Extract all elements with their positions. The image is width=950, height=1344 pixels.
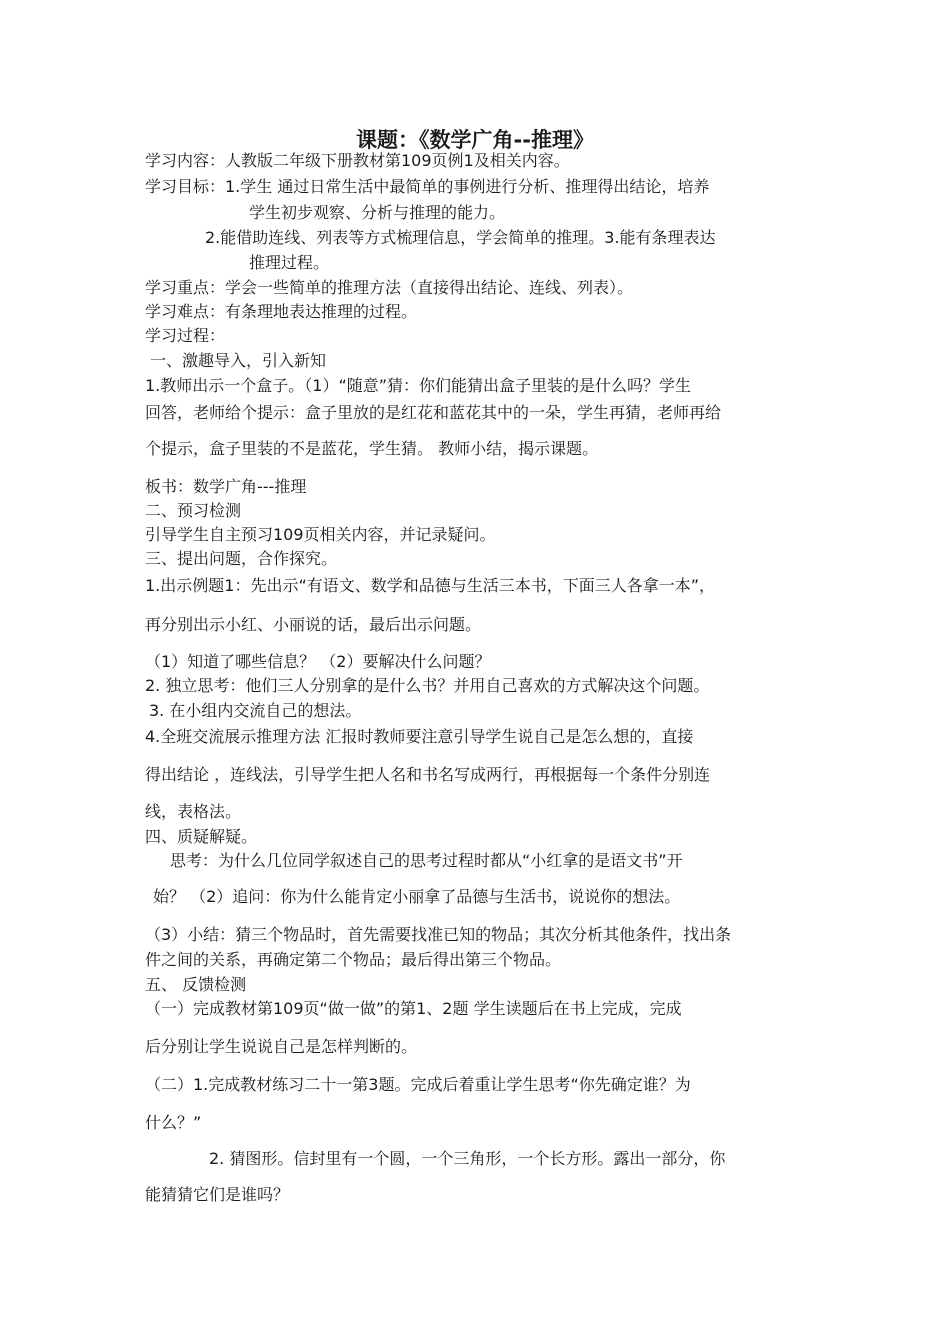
text-line: 线，表格法。 (145, 802, 242, 821)
text-line: 1.出示例题1：先出示“有语文、数学和品德与生活三本书，下面三人各拿一本”， (145, 576, 716, 595)
text-line: 始？ （2）追问：你为什么能肯定小丽拿了品德与生活书，说说你的想法。 (153, 887, 681, 906)
text-line: 推理过程。 (249, 253, 330, 272)
text-line: 3. 在小组内交流自己的想法。 (149, 701, 362, 720)
section-heading: 五、 反馈检测 (145, 975, 247, 994)
text-line: 什么？” (145, 1113, 202, 1132)
text-line: 得出结论 ，连线法，引导学生把人名和书名写成两行，再根据每一个条件分别连 (145, 765, 711, 784)
text-line: 学习难点：有条理地表达推理的过程。 (145, 302, 418, 321)
text-line: 学习目标：1.学生 通过日常生活中最简单的事例进行分析、推理得出结论，培养 (145, 177, 710, 196)
text-line: 1.教师出示一个盒子。（1）“随意”猜：你们能猜出盒子里装的是什么吗？学生 (145, 376, 692, 395)
text-line: （3）小结：猜三个物品时，首先需要找准已知的物品；其次分析其他条件，找出条 (145, 925, 732, 944)
text-line: （一）完成教材第109页“做一做”的第1、2题 学生读题后在书上完成，完成 (145, 999, 682, 1018)
text-line: 学习内容：人教版二年级下册教材第109页例1及相关内容。 (145, 151, 570, 170)
text-line: 思考：为什么几位同学叙述自己的思考过程时都从“小红拿的是语文书”开 (170, 851, 683, 870)
text-line: （1）知道了哪些信息？ （2）要解决什么问题？ (145, 652, 491, 671)
text-line: 个提示，盒子里装的不是蓝花，学生猜。 教师小结，揭示课题。 (145, 439, 599, 458)
text-line: 2. 独立思考：他们三人分别拿的是什么书？并用自己喜欢的方式解决这个问题。 (145, 676, 710, 695)
section-heading: 三、提出问题，合作探究。 (145, 549, 338, 568)
text-line: （二）1.完成教材练习二十一第3题。完成后着重让学生思考“你先确定谁？为 (145, 1075, 691, 1094)
document-title: 课题：《数学广角--推理》 (356, 128, 594, 152)
text-line: 件之间的关系，再确定第二个物品；最后得出第三个物品。 (145, 950, 562, 969)
text-line: 4.全班交流展示推理方法 汇报时教师要注意引导学生说自己是怎么想的，直接 (145, 727, 694, 746)
text-line: 能猜猜它们是谁吗？ (145, 1185, 290, 1204)
text-line: 再分别出示小红、小丽说的话，最后出示问题。 (145, 615, 482, 634)
text-line: 板书：数学广角---推理 (145, 477, 307, 496)
text-line: 学习重点：学会一些简单的推理方法（直接得出结论、连线、列表）。 (145, 278, 634, 297)
section-heading: 四、质疑解疑。 (145, 827, 258, 846)
text-line: 后分别让学生说说自己是怎样判断的。 (145, 1037, 418, 1056)
text-line: 回答，老师给个提示：盒子里放的是红花和蓝花其中的一朵，学生再猜，老师再给 (145, 403, 722, 422)
text-line: 2. 猜图形。信封里有一个圆，一个三角形，一个长方形。露出一部分，你 (209, 1149, 726, 1168)
section-heading: 一、激趣导入，引入新知 (150, 351, 327, 370)
text-line: 引导学生自主预习109页相关内容，并记录疑问。 (145, 525, 496, 544)
text-line: 学生初步观察、分析与推理的能力。 (249, 203, 506, 222)
text-line: 学习过程： (145, 326, 226, 345)
text-line: 2.能借助连线、列表等方式梳理信息，学会简单的推理。3.能有条理表达 (205, 228, 716, 247)
section-heading: 二、预习检测 (145, 501, 242, 520)
